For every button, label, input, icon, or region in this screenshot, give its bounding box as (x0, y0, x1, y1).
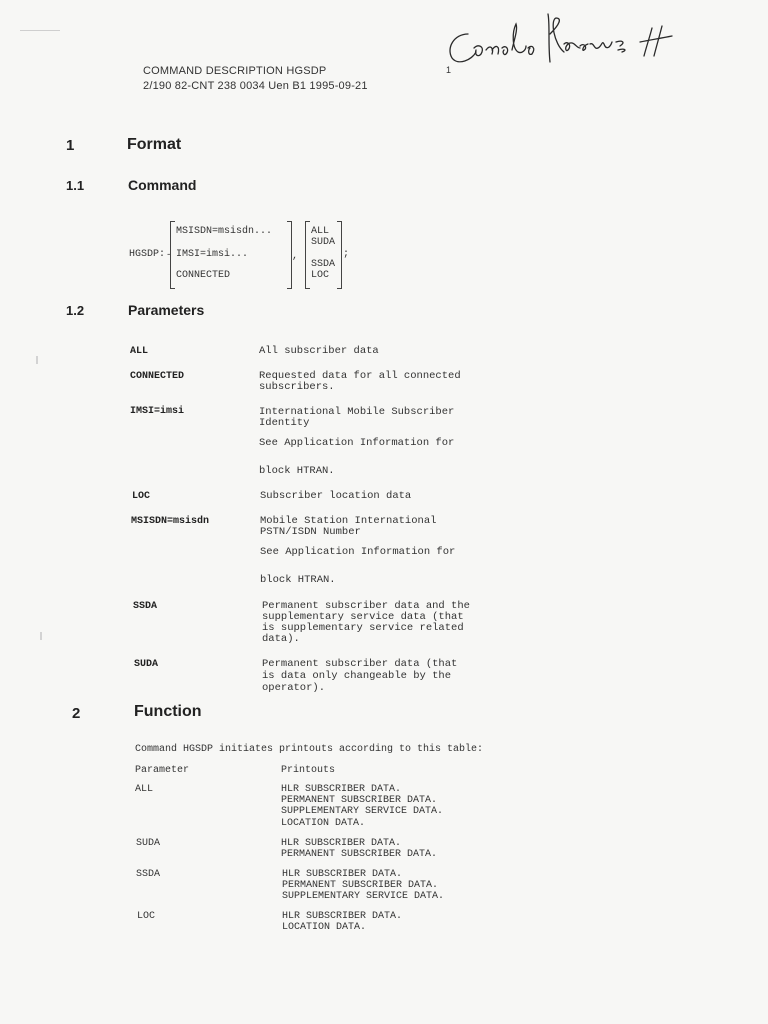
table-row-param: LOC (137, 911, 156, 922)
param-name: SSDA (133, 601, 158, 612)
syntax-command-name: HGSDP: (129, 249, 166, 260)
scan-mark (36, 356, 38, 364)
param-name: IMSI=imsi (130, 406, 185, 417)
section-title-format: Format (127, 136, 182, 153)
section-number-function: 2 (72, 705, 81, 722)
section-title-function: Function (134, 703, 202, 720)
param-desc: is supplementary service related (262, 622, 464, 634)
syntax-option-msisdn: MSISDN=msisdn... (176, 226, 273, 237)
param-desc: Requested data for all connected (259, 370, 461, 382)
param-desc: is data only changeable by the (262, 670, 452, 682)
scan-mark (20, 30, 60, 31)
syntax-brace-tick: - (166, 250, 172, 260)
param-note: block HTRAN. (259, 465, 335, 477)
table-row-printout: HLR SUBSCRIBER DATA. (282, 869, 403, 880)
syntax-option-imsi: IMSI=imsi... (176, 249, 249, 260)
table-row-printout: SUPPLEMENTARY SERVICE DATA. (282, 891, 445, 902)
param-desc: operator). (262, 682, 326, 694)
param-desc: All subscriber data (259, 345, 379, 357)
scan-mark (40, 632, 42, 640)
function-intro: Command HGSDP initiates printouts according to this table: (135, 744, 484, 755)
syntax-option-ssda: SSDA (311, 259, 336, 270)
param-desc: International Mobile Subscriber (259, 406, 455, 418)
syntax-right-bracket-close (337, 221, 342, 289)
doc-header-title: COMMAND DESCRIPTION HGSDP (143, 65, 327, 77)
table-row-printout: HLR SUBSCRIBER DATA. (281, 784, 402, 795)
section-number-format: 1 (66, 137, 75, 154)
table-row-printout: PERMANENT SUBSCRIBER DATA. (282, 880, 439, 891)
param-name: LOC (132, 491, 151, 502)
table-row-printout: PERMANENT SUBSCRIBER DATA. (281, 795, 438, 806)
col-header-printouts: Printouts (281, 765, 336, 776)
param-note: See Application Information for (260, 546, 456, 558)
param-name: SUDA (134, 659, 159, 670)
param-name: CONNECTED (130, 371, 185, 382)
syntax-option-suda: SUDA (311, 237, 336, 248)
syntax-terminator: ; (343, 249, 350, 260)
table-row-printout: SUPPLEMENTARY SERVICE DATA. (281, 806, 444, 817)
handwritten-signature (440, 4, 700, 74)
param-desc: Mobile Station International (260, 515, 437, 527)
doc-header-id: 2/190 82-CNT 238 0034 Uen B1 1995-09-21 (143, 80, 368, 92)
param-desc: Subscriber location data (260, 490, 412, 502)
syntax-option-connected: CONNECTED (176, 270, 231, 281)
table-row-printout: LOCATION DATA. (281, 818, 366, 829)
param-name: MSISDN=msisdn (131, 516, 210, 527)
syntax-option-all: ALL (311, 226, 330, 237)
subsection-number-parameters: 1.2 (66, 303, 85, 318)
param-desc: supplementary service data (that (262, 611, 464, 623)
param-note: See Application Information for (259, 437, 455, 449)
param-name: ALL (130, 346, 149, 357)
subsection-title-command: Command (128, 177, 197, 193)
table-row-param: ALL (135, 784, 154, 795)
subsection-title-parameters: Parameters (128, 302, 205, 318)
page-number: 1 (446, 65, 452, 75)
table-row-printout: HLR SUBSCRIBER DATA. (281, 838, 402, 849)
subsection-number-command: 1.1 (66, 178, 85, 193)
table-row-param: SUDA (136, 838, 161, 849)
table-row-printout: PERMANENT SUBSCRIBER DATA. (281, 849, 438, 860)
col-header-parameter: Parameter (135, 765, 190, 776)
param-desc: Permanent subscriber data (that (262, 658, 458, 670)
param-desc: PSTN/ISDN Number (260, 526, 361, 538)
param-desc: Identity (259, 417, 310, 429)
table-row-printout: HLR SUBSCRIBER DATA. (282, 911, 403, 922)
syntax-option-loc: LOC (311, 270, 330, 281)
param-desc: subscribers. (259, 381, 335, 393)
param-note: block HTRAN. (260, 574, 336, 586)
param-desc: Permanent subscriber data and the (262, 600, 470, 612)
table-row-param: SSDA (136, 869, 161, 880)
syntax-comma: , (292, 251, 299, 262)
syntax-right-bracket-open (305, 221, 310, 289)
table-row-printout: LOCATION DATA. (282, 922, 367, 933)
param-desc: data). (262, 633, 300, 645)
